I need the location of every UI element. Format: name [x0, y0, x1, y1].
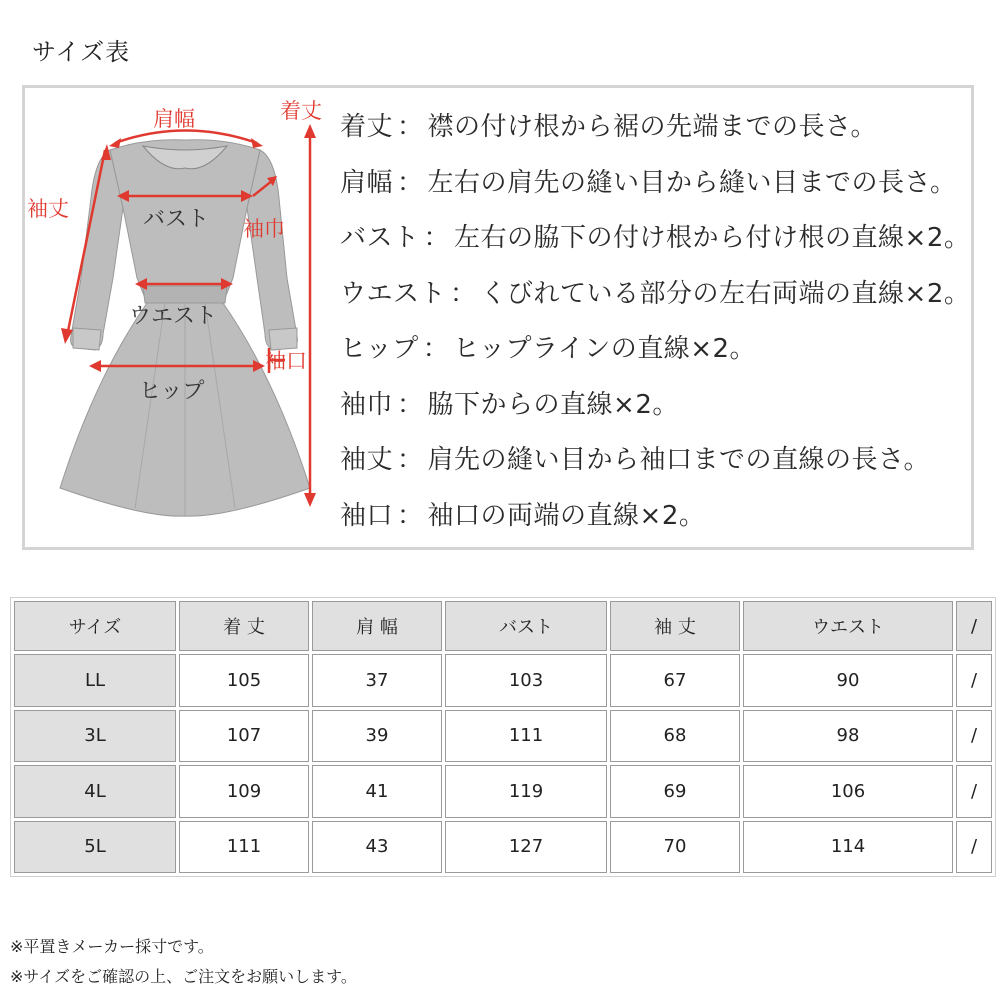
header-waist: ウエスト [743, 601, 953, 651]
table-cell: 67 [610, 654, 740, 707]
header-katahaba: 肩 幅 [312, 601, 442, 651]
definition-sep: ： [397, 389, 424, 420]
table-cell: 39 [312, 710, 442, 763]
definition-sep: ： [397, 500, 424, 531]
table-row [14, 765, 992, 818]
definition-term: ヒップ [340, 334, 419, 364]
note-line: ※平置きメーカー採寸です。 [10, 937, 214, 956]
table-header-row [14, 601, 992, 651]
bust-label: バスト [143, 207, 210, 232]
table-cell: 107 [179, 710, 309, 763]
definition-text: 脇下からの直線×2。 [427, 389, 679, 420]
header-extra: / [956, 601, 992, 651]
definition-term: バスト [340, 223, 420, 253]
table-cell: 119 [445, 765, 607, 818]
note-line: ※サイズをご確認の上、ご注文をお願いします。 [10, 967, 357, 986]
definition-sep: ： [397, 445, 424, 475]
table-cell: 43 [312, 821, 442, 874]
measurement-guide [22, 85, 974, 550]
table-row [14, 710, 992, 763]
table-cell: 111 [179, 821, 309, 874]
hip-label: ヒップ [139, 379, 205, 404]
definition-term: 袖丈 [340, 445, 394, 475]
table-cell: 68 [610, 710, 740, 763]
header-size: サイズ [14, 601, 176, 651]
definition-sep: ： [397, 112, 424, 142]
kitake-label: 着丈 [280, 99, 322, 123]
katahaba-label: 肩幅 [153, 107, 195, 131]
definition-sep: ： [397, 167, 424, 198]
table-cell: 114 [743, 821, 953, 874]
table-cell: 70 [610, 821, 740, 874]
table-cell: 3L [14, 710, 176, 763]
table-cell: 90 [743, 654, 953, 707]
definition-item [340, 433, 970, 489]
table-cell: 98 [743, 710, 953, 763]
definition-item [340, 322, 970, 378]
waist-label: ウエスト [129, 304, 218, 329]
table-cell: / [956, 654, 992, 707]
definition-term: ウエスト [340, 278, 447, 309]
definition-item [340, 156, 970, 212]
table-cell: 5L [14, 821, 176, 874]
sodetake-label: 袖丈 [27, 197, 69, 221]
definition-item [340, 378, 970, 434]
table-row [14, 654, 992, 707]
definition-sep: ： [450, 278, 477, 309]
table-cell: 111 [445, 710, 607, 763]
definition-sep: ： [423, 223, 451, 253]
table-cell: 105 [179, 654, 309, 707]
definition-term: 着丈 [340, 112, 394, 142]
definition-text: 左右の脇下の付け根から付け根の直線×2。 [454, 223, 971, 253]
table-cell: 69 [610, 765, 740, 818]
definition-text: 肩先の縫い目から袖口までの直線の長さ。 [427, 445, 930, 475]
definition-text: ヒップラインの直線×2。 [453, 334, 757, 364]
size-table [10, 597, 996, 877]
page-title: サイズ表 [32, 38, 131, 66]
notes [10, 932, 357, 992]
table-cell: 109 [179, 765, 309, 818]
table-cell: 127 [445, 821, 607, 874]
definition-text: 袖口の両端の直線×2。 [427, 500, 706, 531]
definition-item [340, 211, 970, 267]
definition-item [340, 100, 970, 156]
table-cell: / [956, 765, 992, 818]
definition-text: くびれている部分の左右両端の直線×2。 [480, 278, 971, 309]
table-cell: LL [14, 654, 176, 707]
definition-term: 袖口 [340, 500, 394, 531]
definition-term: 肩幅 [340, 167, 394, 198]
sodehaba-label: 袖巾 [243, 217, 285, 241]
table-cell: 4L [14, 765, 176, 818]
definition-list [340, 100, 970, 544]
definition-text: 襟の付け根から裾の先端までの長さ。 [427, 112, 877, 142]
sodeguchi-label: 袖口 [265, 349, 307, 373]
table-row [14, 821, 992, 874]
definition-sep: ： [422, 334, 450, 364]
header-sodetake: 袖 丈 [610, 601, 740, 651]
sodeguchi-arrow [265, 348, 307, 373]
definition-term: 袖巾 [340, 389, 394, 420]
table-cell: 103 [445, 654, 607, 707]
dress-diagram [25, 88, 355, 548]
definition-item [340, 489, 970, 545]
header-kitake: 着 丈 [179, 601, 309, 651]
table-cell: 37 [312, 654, 442, 707]
header-bust: バスト [445, 601, 607, 651]
table-cell: / [956, 821, 992, 874]
definition-item [340, 267, 970, 323]
definition-text: 左右の肩先の縫い目から縫い目までの長さ。 [427, 167, 957, 198]
table-cell: / [956, 710, 992, 763]
table-cell: 41 [312, 765, 442, 818]
table-cell: 106 [743, 765, 953, 818]
